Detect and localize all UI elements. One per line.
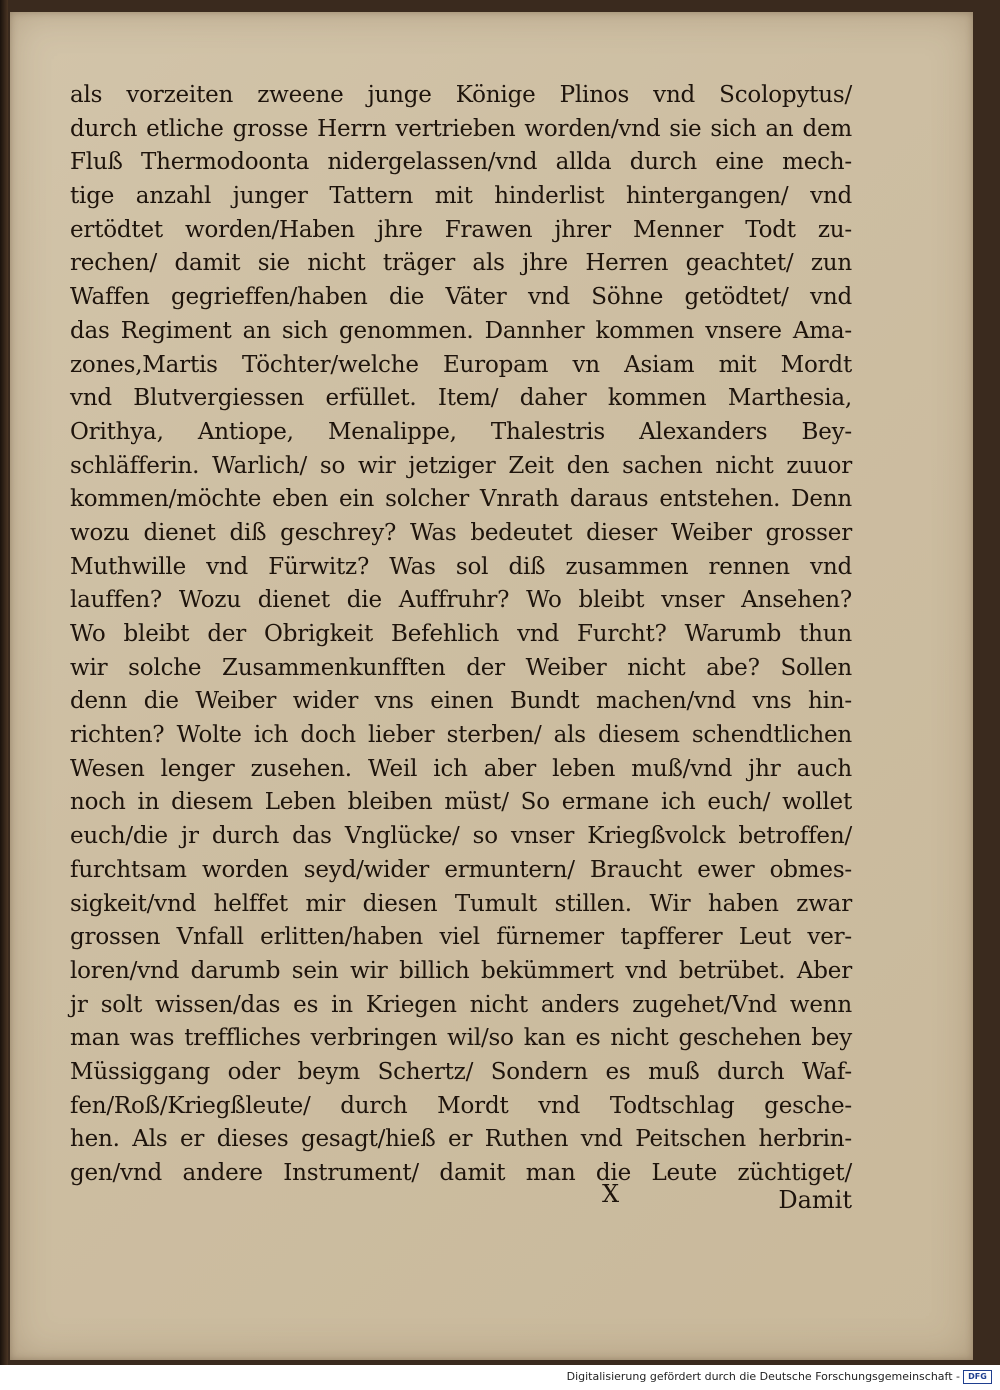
text-line: zones,Martis Töchter/welche Europam vn Asiam mit Mordt: [70, 351, 852, 378]
text-line: wir solche Zusammenkunfften der Weiber nicht abe? Sollen: [70, 654, 852, 681]
text-line: loren/vnd darumb sein wir billich bekümmert vnd betrübet. Aber: [70, 957, 852, 984]
text-line: sigkeit/vnd helffet mir diesen Tumult stillen. Wir haben zwar: [70, 890, 852, 917]
text-line: Orithya, Antiope, Menalippe, Thalestris Alexanders Bey-: [70, 418, 852, 445]
text-line: wozu dienet diß geschrey? Was bedeutet dieser Weiber grosser: [70, 519, 852, 546]
text-line: Muthwille vnd Fürwitz? Was sol diß zusammen rennen vnd: [70, 553, 852, 580]
text-line: man was treffliches verbringen wil/so kan es nicht geschehen bey: [70, 1025, 852, 1052]
text-line: vnd Blutvergiessen erfüllet. Item/ daher kommen Marthesia,: [70, 385, 852, 412]
page-footer: [70, 1180, 852, 1214]
text-line: noch in diesem Leben bleiben müst/ So ermane ich euch/ wollet: [70, 789, 852, 816]
text-line: richten? Wolte ich doch lieber sterben/ als diesem schendtlichen: [70, 722, 852, 749]
text-line: ertödtet worden/Haben jhre Frawen jhrer Menner Todt zu-: [70, 216, 852, 243]
text-line: gen/vnd andere Instrument/ damit man die Leute züchtiget/: [70, 1160, 852, 1186]
text-line: furchtsam worden seyd/wider ermuntern/ Braucht ewer obmes-: [70, 856, 852, 883]
text-line: jr solt wissen/das es in Kriegen nicht anders zugehet/Vnd wenn: [70, 991, 852, 1018]
text-line: Fluß Thermodoonta nidergelassen/vnd allda durch eine mech-: [70, 149, 852, 176]
text-line: lauffen? Wozu dienet die Auffruhr? Wo bleibt vnser Ansehen?: [70, 587, 852, 614]
dfg-logo-text: DFG: [968, 1372, 987, 1381]
signature-mark: X: [602, 1180, 620, 1208]
text-line: Waffen gegrieffen/haben die Väter vnd Söhne getödtet/ vnd: [70, 284, 852, 311]
text-line: Wesen lenger zusehen. Weil ich aber leben muß/vnd jhr auch: [70, 755, 852, 782]
dfg-logo: [963, 1370, 992, 1384]
funding-credit: Digitalisierung gefördert durch die Deutsche Forschungsgemeinschaft -: [566, 1370, 960, 1383]
text-line: fen/Roß/Kriegßleute/ durch Mordt vnd Todtschlag gesche-: [70, 1092, 852, 1119]
text-line: das Regiment an sich genommen. Dannher kommen vnsere Ama-: [70, 317, 852, 344]
text-line: als vorzeiten zweene junge Könige Plinos vnd Scolopytus/: [70, 82, 852, 108]
text-line: euch/die jr durch das Vnglücke/ so vnser Kriegßvolck betroffen/: [70, 823, 852, 850]
book-spine: [0, 0, 8, 1365]
text-line: durch etliche grosse Herrn vertrieben worden/vnd sie sich an dem: [70, 115, 852, 142]
catchword: Damit: [778, 1186, 852, 1214]
text-line: grossen Vnfall erlitten/haben viel fürnemer tapfferer Leut ver-: [70, 924, 852, 951]
text-line: Müssiggang oder beym Schertz/ Sondern es muß durch Waf-: [70, 1058, 852, 1085]
credit-bar: [0, 1365, 1000, 1390]
text-line: hen. Als er dieses gesagt/hieß er Ruthen vnd Peitschen herbrin-: [70, 1126, 852, 1153]
text-line: schläfferin. Warlich/ so wir jetziger Zeit den sachen nicht zuuor: [70, 452, 852, 479]
book-page: [10, 12, 973, 1360]
text-line: Wo bleibt der Obrigkeit Befehlich vnd Furcht? Warumb thun: [70, 621, 852, 647]
text-line: denn die Weiber wider vns einen Bundt machen/vnd vns hin-: [70, 688, 852, 715]
text-line: kommen/möchte eben ein solcher Vnrath daraus entstehen. Denn: [70, 486, 852, 513]
text-line: rechen/ damit sie nicht träger als jhre Herren geachtet/ zun: [70, 250, 852, 277]
body-text: [70, 79, 852, 1191]
text-line: tige anzahl junger Tattern mit hinderlist hintergangen/ vnd: [70, 183, 852, 210]
